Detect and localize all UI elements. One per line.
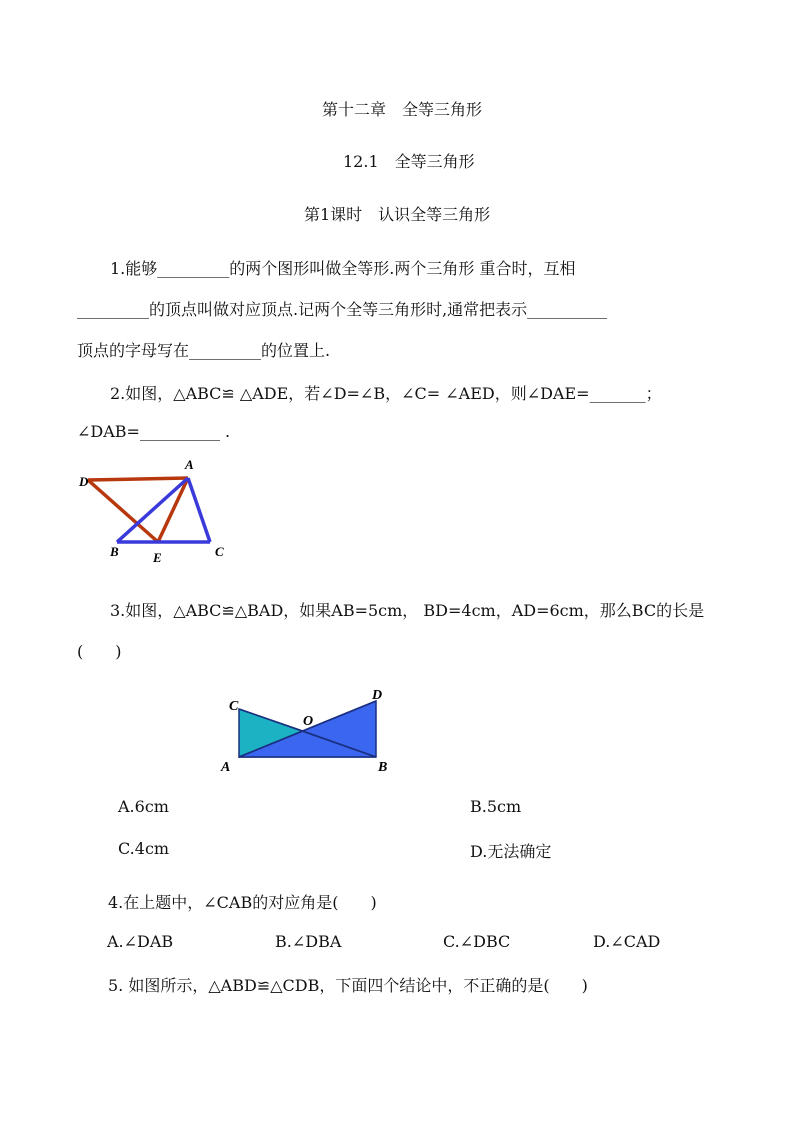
section-title: 12.1 全等三角形 (343, 152, 475, 171)
q1-line3: 顶点的字母写在_________的位置上. (77, 341, 331, 360)
lesson-title: 第1课时 认识全等三角形 (304, 205, 491, 224)
q4-option-b: B.∠DBA (275, 932, 342, 951)
label-c: C (229, 699, 239, 714)
label-d: D (79, 474, 89, 489)
q4-option-a: A.∠DAB (107, 932, 174, 951)
q5-line1: 5. 如图所示，△ABD≌△CDB，下面四个结论中，不正确的是( ) (108, 976, 588, 995)
q2-line2: ∠DAB=__________ . (77, 422, 231, 441)
q1-line1: 1.能够_________的两个图形叫做全等形.两个三角形 重合时，互相 (110, 259, 576, 278)
label-c: C (215, 544, 224, 559)
q4-option-d: D.∠CAD (593, 932, 661, 951)
q3-option-a: A.6cm (118, 797, 169, 816)
q2-figure (70, 452, 240, 567)
label-b: B (378, 760, 388, 775)
q3-option-c: C.4cm (118, 839, 170, 858)
q2-line1: 2.如图，△ABC≌ △ADE，若∠D=∠B，∠C= ∠AED，则∠DAE=_______； (110, 384, 662, 403)
label-a: A (185, 457, 194, 472)
q3-option-b: B.5cm (470, 797, 522, 816)
label-d: D (372, 688, 383, 703)
triangle-ade (88, 478, 188, 542)
q3-figure (215, 685, 400, 780)
label-a: A (221, 760, 231, 775)
q4-option-c: C.∠DBC (443, 932, 511, 951)
chapter-title: 第十二章 全等三角形 (322, 100, 483, 119)
label-b: B (110, 544, 119, 559)
q3-option-d: D.无法确定 (470, 842, 552, 861)
q4-line1: 4.在上题中，∠CAB的对应角是( ) (108, 893, 377, 912)
q3-line1: 3.如图，△ABC≌△BAD，如果AB=5cm， BD=4cm，AD=6cm，那么BC的长是 (110, 601, 705, 620)
q3-line2: ( ) (77, 642, 122, 661)
label-o: O (303, 714, 314, 729)
q1-line2: _________的顶点叫做对应顶点.记两个全等三角形时,通常把表示__________ (77, 300, 608, 319)
label-e: E (153, 550, 162, 565)
